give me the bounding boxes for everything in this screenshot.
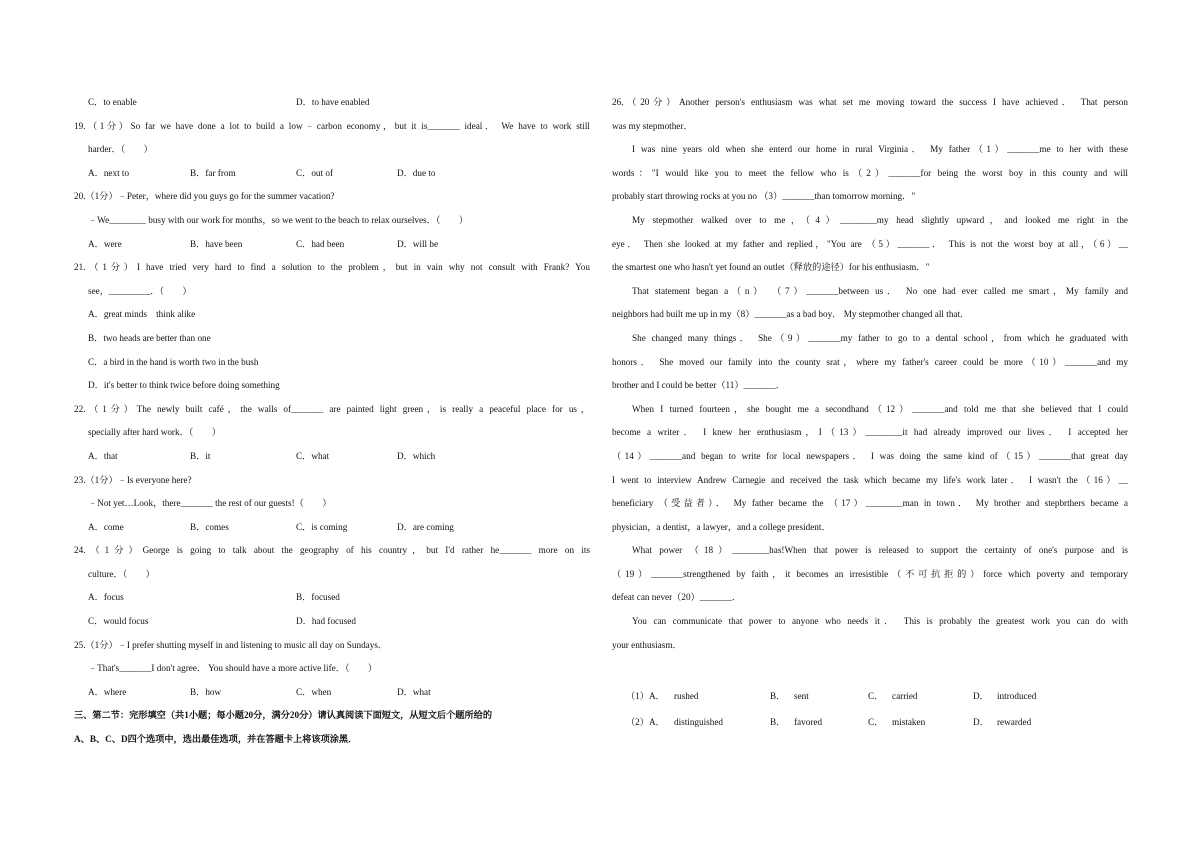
option-d: D．to have enabled bbox=[296, 97, 370, 107]
option-c-label: C． bbox=[868, 717, 884, 728]
option-d: D．will be bbox=[397, 238, 439, 249]
passage-line: eye． Then she looked at my father and replied，"You are （5）_______． This is not the worst boy at all，（6）__ bbox=[612, 238, 1128, 249]
option-c: C．would focus bbox=[88, 616, 149, 627]
passage-line: 26.（20分）Another person's enthusiasm was what set me moving toward the success I have achieved． That person bbox=[612, 97, 1128, 107]
right-column bbox=[612, 91, 1128, 735]
spacer bbox=[612, 657, 1128, 683]
option-c: C．to enable bbox=[88, 97, 137, 107]
option-c-label: C． bbox=[868, 691, 884, 702]
option-d: D．it's better to think twice before doing something bbox=[88, 380, 280, 391]
passage-line: neighbors had built me up in my（8）_______as a bad boy． My stepmother changed all that． bbox=[612, 309, 970, 320]
option-d: introduced bbox=[997, 691, 1037, 702]
passage-line: become a writer． I knew her ernthusiasm，I（13）________it had already improved our lives． I accepted her bbox=[612, 427, 1128, 438]
question-23-stem-cont: ﹣Not yet…Look，there_______ the rest of our guests!（ ） bbox=[88, 498, 332, 509]
question-24-stem-cont: culture．（ ） bbox=[88, 568, 155, 579]
passage-line: the smartest one who hasn't yet found an outlet（释放的途径）for his enthusiasm．" bbox=[612, 262, 930, 273]
passage-line: brother and I could be better（11）_______． bbox=[612, 380, 785, 391]
section-heading-cont: A、B、C、D四个选项中，选出最佳选项，并在答题卡上将该项涂黑． bbox=[74, 734, 358, 745]
option-d-label: D． bbox=[973, 691, 989, 702]
option-b: B．how bbox=[190, 686, 222, 697]
question-24-options-cd bbox=[74, 610, 590, 634]
question-25-stem: 25.（1分）﹣I prefer shutting myself in and listening to music all day on Sundays． bbox=[74, 639, 388, 650]
question-19-stem: 19.（1分）So far we have done a lot to build a low﹣carbon economy，but it is_______ ideal． We have to work still bbox=[74, 120, 590, 131]
question-21-stem-cont: see，_________．（ ） bbox=[88, 285, 192, 296]
option-number: （2）A． bbox=[626, 717, 665, 728]
question-25-options bbox=[74, 681, 590, 705]
option-d: D．what bbox=[397, 686, 431, 697]
option-d: D．which bbox=[397, 450, 436, 461]
passage-line: honors． She moved our family into the county srat，where my father's career could be more（10）_______and my bbox=[612, 356, 1128, 367]
question-18-options bbox=[74, 91, 590, 115]
option-b: sent bbox=[794, 691, 809, 702]
question-22-stem-cont: specially after hard work．（ ） bbox=[88, 427, 221, 438]
option-a: A．great minds think alike bbox=[88, 309, 196, 320]
passage-line: （19）_______strengthened by faith，it becomes an irresistible（不可抗拒的）force which poverty and temporary bbox=[612, 568, 1128, 579]
passage-line: words："I would like you to meet the fellow who is（2）_______for being the worst boy in this county and will bbox=[612, 167, 1128, 178]
question-25-stem-cont: ﹣That's_______I don't agree． You should have a more active life．（ ） bbox=[88, 663, 378, 674]
option-a: rushed bbox=[674, 691, 699, 702]
question-20-stem-cont: ﹣We________ busy with our work for months，so we went to the beach to relax ourselves．（ ） bbox=[88, 214, 468, 225]
option-c: mistaken bbox=[892, 717, 926, 728]
option-c: C．is coming bbox=[296, 521, 348, 532]
option-b: B．far from bbox=[190, 167, 236, 178]
question-21-stem: 21.（1分）I have tried very hard to find a solution to the problem，but in vain why not consult with Frank? You bbox=[74, 262, 590, 273]
option-b-label: B． bbox=[770, 717, 786, 728]
option-c: C．a bird in the hand is worth two in the bush bbox=[88, 356, 259, 367]
blank-2-options bbox=[612, 709, 1128, 735]
passage-line: physician，a dentist，a lawyer，and a college president． bbox=[612, 521, 831, 532]
option-b: B．comes bbox=[190, 521, 229, 532]
option-b: B．it bbox=[190, 450, 211, 461]
option-d: D．had focused bbox=[296, 616, 356, 627]
passage-line: was my stepmother． bbox=[612, 120, 693, 131]
question-24-options-ab bbox=[74, 586, 590, 610]
option-d: D．due to bbox=[397, 167, 436, 178]
option-c: C．when bbox=[296, 686, 332, 697]
option-c: carried bbox=[892, 691, 918, 702]
passage-line: beneficiary （受益者）． My father became the （17）________man in town． My brother and stepbrthers became a bbox=[612, 498, 1128, 509]
option-b: B．have been bbox=[190, 238, 243, 249]
question-22-options bbox=[74, 445, 590, 469]
option-b: B．focused bbox=[296, 592, 340, 603]
option-b-label: B． bbox=[770, 691, 786, 702]
option-d: D．are coming bbox=[397, 521, 454, 532]
option-c: C．what bbox=[296, 450, 330, 461]
question-23-options bbox=[74, 516, 590, 540]
option-b: favored bbox=[794, 717, 823, 728]
option-d-label: D． bbox=[973, 717, 989, 728]
passage-line: My stepmother walked over to me，（4）________my head slightly upward，and looked me right in the bbox=[632, 214, 1128, 225]
question-19-stem-cont: harder．（ ） bbox=[88, 144, 153, 155]
question-19-options bbox=[74, 162, 590, 186]
passage-line: She changed many things． She（9）_______my father to go to a dental school，from which he graduated with bbox=[632, 332, 1128, 343]
option-a: distinguished bbox=[674, 717, 724, 728]
question-20-stem: 20.（1分）﹣Peter，where did you guys go for the summer vacation? bbox=[74, 191, 335, 202]
option-number: （1）A． bbox=[626, 691, 665, 702]
passage-line: your enthusiasm． bbox=[612, 639, 682, 650]
passage-line: You can communicate that power to anyone who needs it． This is probably the greatest work you can do with bbox=[632, 616, 1128, 627]
option-c: C．out of bbox=[296, 167, 334, 178]
question-22-stem: 22.（1分）The newly built café，the walls of_______ are painted light green，is really a peaceful place for us， bbox=[74, 403, 590, 414]
passage-line: probably start throwing rocks at you no （3）_______than tomorrow morning．" bbox=[612, 191, 916, 202]
passage-line: defeat can never（20）_______． bbox=[612, 592, 742, 603]
option-b: B．two heads are better than one bbox=[88, 332, 211, 343]
passage-line: （14）_______and began to write for local newspapers． I was doing the same kind of（15）_______that great day bbox=[612, 450, 1128, 461]
option-a: A．next to bbox=[88, 167, 130, 178]
passage-line: I was nine years old when she enterd our home in rural Virginia． My father（1）_______me to her with these bbox=[632, 144, 1128, 155]
left-column bbox=[74, 91, 590, 752]
passage-line: What power （18）________has!When that power is released to support the certainty of one's purpose and is bbox=[632, 545, 1128, 556]
option-d: rewarded bbox=[997, 717, 1032, 728]
blank-1-options bbox=[612, 683, 1128, 709]
question-24-stem: 24.（1分）George is going to talk about the geography of his country，but I'd rather he_______ more on its bbox=[74, 545, 590, 556]
option-a: A．focus bbox=[88, 592, 124, 603]
option-a: A．come bbox=[88, 521, 124, 532]
passage-line: I went to interview Andrew Carnegie and received the task which became my life's work later． I wasn't the（16）__ bbox=[612, 474, 1128, 485]
option-c: C．had been bbox=[296, 238, 345, 249]
section-heading: 三、第二节：完形填空（共1小题；每小题20分，满分20分）请认真阅读下面短文，从短文后个题所给的 bbox=[74, 710, 493, 721]
option-a: A．where bbox=[88, 686, 127, 697]
option-a: A．were bbox=[88, 238, 122, 249]
question-23-stem: 23.（1分）﹣Is everyone here? bbox=[74, 474, 192, 485]
option-a: A．that bbox=[88, 450, 118, 461]
passage-line: That statement began a（n） （7）_______between us． No one had ever called me smart，My family and bbox=[632, 285, 1128, 296]
passage-line: When I turned fourteen，she bought me a secondhand（12）_______and told me that she believed that I could bbox=[632, 403, 1128, 414]
question-20-options bbox=[74, 233, 590, 257]
